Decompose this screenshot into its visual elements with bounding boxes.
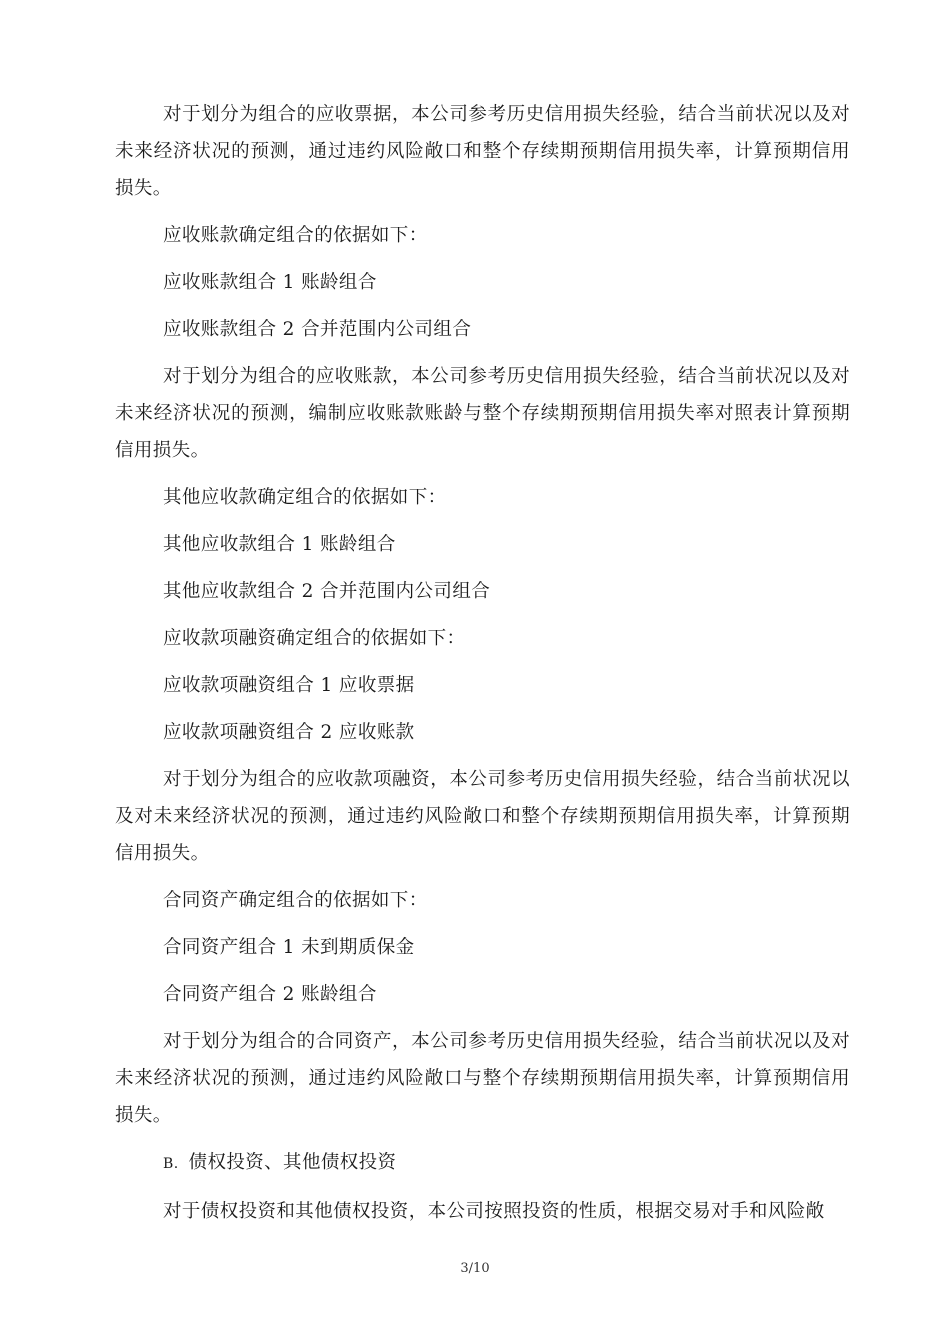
paragraph-accounts-receivable: 对于划分为组合的应收账款，本公司参考历史信用损失经验，结合当前状况以及对未来经济状况的预测，编制应收账款账龄与整个存续期预期信用损失率对照表计算预期信用损失。 [115,366,850,461]
document-body [115,96,850,1240]
paragraph-debt-investments: 对于债权投资和其他债权投资，本公司按照投资的性质，根据交易对手和风险敞 [163,1201,825,1222]
section-b-title: 债权投资、其他债权投资 [188,1152,397,1173]
paragraph-ar-group-1: 应收账款组合 1 账龄组合 [163,272,377,293]
paragraph-notes-receivable: 对于划分为组合的应收票据，本公司参考历史信用损失经验，结合当前状况以及对未来经济状况的预测，通过违约风险敞口和整个存续期预期信用损失率，计算预期信用损失。 [115,104,850,199]
paragraph-other-ar-group-1: 其他应收款组合 1 账龄组合 [163,534,396,555]
paragraph-contract-assets-group-1: 合同资产组合 1 未到期质保金 [163,937,415,958]
paragraph-financing-basis: 应收款项融资确定组合的依据如下： [163,628,466,649]
paragraph-receivables-financing: 对于划分为组合的应收款项融资，本公司参考历史信用损失经验，结合当前状况以及对未来经济状况的预测，通过违约风险敞口和整个存续期预期信用损失率，计算预期信用损失。 [115,769,850,864]
paragraph-contract-assets: 对于划分为组合的合同资产，本公司参考历史信用损失经验，结合当前状况以及对未来经济状况的预测，通过违约风险敞口与整个存续期预期信用损失率，计算预期信用损失。 [115,1031,850,1126]
page-number: 3/10 [460,1261,490,1276]
paragraph-ar-group-2: 应收账款组合 2 合并范围内公司组合 [163,319,472,340]
section-b-heading [115,1144,850,1183]
paragraph-other-ar-basis: 其他应收款确定组合的依据如下： [163,487,447,508]
paragraph-contract-assets-basis: 合同资产确定组合的依据如下： [163,890,428,911]
paragraph-other-ar-group-2: 其他应收款组合 2 合并范围内公司组合 [163,581,491,602]
paragraph-financing-group-2: 应收款项融资组合 2 应收账款 [163,722,415,743]
paragraph-contract-assets-group-2: 合同资产组合 2 账龄组合 [163,984,377,1005]
section-b-marker: B. [163,1156,179,1172]
paragraph-financing-group-1: 应收款项融资组合 1 应收票据 [163,675,415,696]
paragraph-ar-basis: 应收账款确定组合的依据如下： [163,225,428,246]
